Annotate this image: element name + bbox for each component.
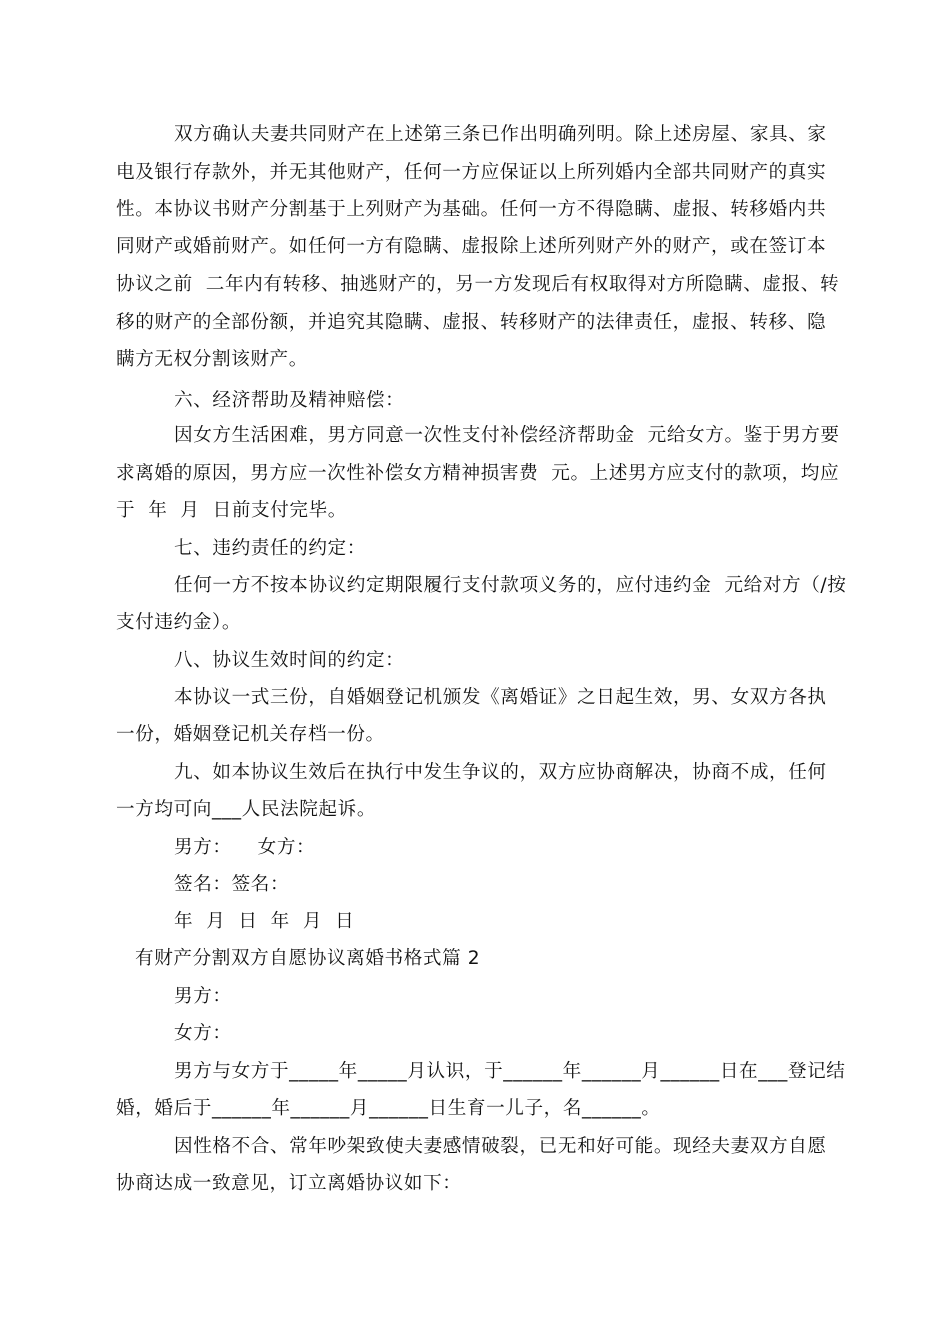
text-line: 本协议一式三份，自婚姻登记机颁发《离婚证》之日起生效，男、女双方各执 (174, 687, 827, 708)
signature-dates: 年 月 日 年 月 日 (174, 911, 355, 932)
text-line: 一份，婚姻登记机关存档一份。 (116, 724, 385, 745)
section-heading: 六、经济帮助及精神赔偿： (174, 390, 405, 411)
text-line: 九、如本协议生效后在执行中发生争议的，双方应协商解决，协商不成，任何 (174, 762, 827, 783)
text-line: 因性格不合、常年吵架致使夫妻感情破裂，已无和好可能。现经夫妻双方自愿 (174, 1136, 827, 1157)
text-line: 双方确认夫妻共同财产在上述第三条已作出明确列明。除上述房屋、家具、家 (174, 124, 827, 145)
text-line: 协商达成一致意见，订立离婚协议如下： (116, 1173, 462, 1194)
text-line: 移的财产的全部份额，并追究其隐瞒、虚报、转移财产的法律责任，虚报、转移、隐 (116, 312, 827, 333)
text-line: 电及银行存款外，并无其他财产，任何一方应保证以上所列婚内全部共同财产的真实 (116, 162, 827, 183)
text-line: 求离婚的原因，男方应一次性补偿女方精神损害费 元。上述男方应支付的款项，均应 (116, 463, 840, 484)
text-line: 男方与女方于_____年_____月认识，于______年______月______日在___登记结 (174, 1061, 846, 1082)
female-label: 女方： (174, 1023, 232, 1044)
text-line: 支付违约金）。 (116, 612, 242, 633)
text-line: 瞒方无权分割该财产。 (116, 349, 308, 370)
text-line: 性。本协议书财产分割基于上列财产为基础。任何一方不得隐瞒、虚报、转移婚内共 (116, 199, 827, 220)
signature-parties: 男方： 女方： (174, 837, 316, 858)
text-line: 协议之前 二年内有转移、抽逃财产的，另一方发现后有权取得对方所隐瞒、虚报、转 (116, 274, 840, 295)
text-line: 同财产或婚前财产。如任何一方有隐瞒、虚报除上述所列财产外的财产，或在签订本 (116, 236, 827, 257)
text-line: 因女方生活困难，男方同意一次性支付补偿经济帮助金 元给女方。鉴于男方要 (174, 425, 840, 446)
signature-names: 签名：签名： (174, 874, 290, 895)
text-line: 任何一方不按本协议约定期限履行支付款项义务的，应付违约金 元给对方（/按 (174, 575, 847, 596)
text-line: 婚，婚后于______年______月______日生育一儿子，名______。 (116, 1098, 661, 1119)
text-line: 于 年 月 日前支付完毕。 (116, 500, 348, 521)
section-title: 有财产分割双方自愿协议离婚书格式篇 2 (135, 948, 481, 969)
section-heading: 七、违约责任的约定： (174, 538, 366, 559)
text-line: 一方均可向___人民法院起诉。 (116, 799, 377, 820)
male-label: 男方： (174, 986, 232, 1007)
section-heading: 八、协议生效时间的约定： (174, 650, 405, 671)
